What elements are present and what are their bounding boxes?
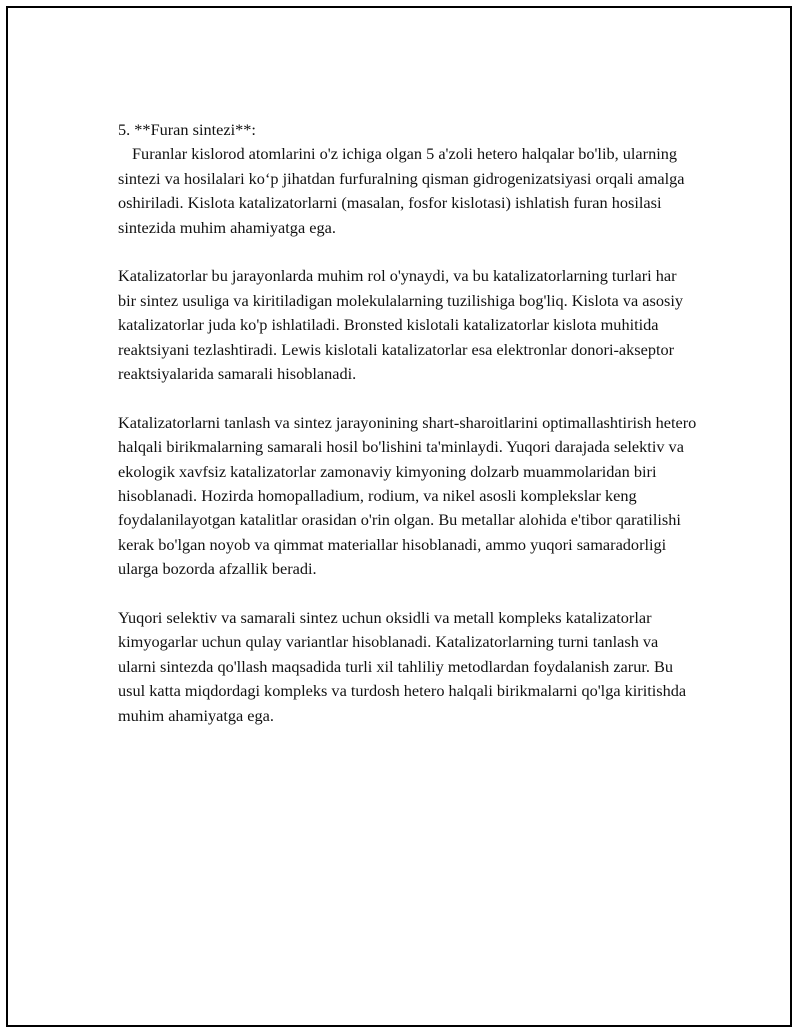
- paragraph-catalyst-selection: Katalizatorlarni tanlash va sintez jarayonining shart-sharoitlarini optimallashtirish hetero halqali birikmalarning samarali hosil bo'lishini ta'minlaydi. Yuqori darajada selektiv va ekologik xavfsiz katalizatorlar zamonaviy kimyoning dolzarb muammolaridan biri hisoblanadi. Hozirda homopalladium, rodium, va nikel asosli komplekslar keng foydalanilayotgan katalitlar orasidan o'rin olgan. Bu metallar alohida e'tibor qaratilishi kerak bo'lgan noyob va qimmat materiallar hisoblanadi, ammo yuqori samaradorligi ularga bozorda afzallik beradi.: [118, 412, 697, 579]
- paragraph-gap: [118, 386, 698, 410]
- paragraph-conclusion: Yuqori selektiv va samarali sintez uchun oksidli va metall kompleks katalizatorlar kimyogarlar uchun qulay variantlar hisoblanadi. Katalizatorlarning turni tanlash va ularni sintezda qo'llash maqsadida turli xil tahliliy metodlardan foydalanish zarur. Bu usul katta miqdordagi kompleks va turdosh hetero halqali birikmalarni qo'lga kiritishda muhim ahamiyatga ega.: [118, 608, 687, 725]
- paragraph-gap: [118, 582, 698, 606]
- paragraph-catalyst-role: Katalizatorlar bu jarayonlarda muhim rol o'ynaydi, va bu katalizatorlarning turlari har bir sintez usuliga va kiritiladigan molekulalarning tuzilishiga bog'liq. Kislota va asosiy katalizatorlar juda ko'p ishlatiladi. Bronsted kislotali katalizatorlar kislota muhitida reaktsiyani tezlashtiradi. Lewis kislotali katalizatorlar esa elektronlar donori-akseptor reaktsiyalarida samarali hisoblanadi.: [118, 266, 683, 384]
- paragraph-furan-intro: Furanlar kislorod atomlarini o'z ichiga olgan 5 a'zoli hetero halqalar bo'lib, ularning sintezi va hosilalari ko‘p jihatdan furfuralning qisman gidrogenizatsiyasi orqali amalga oshiriladi. Kislota katalizatorlarni (masalan, fosfor kislotasi) ishlatish furan hosilasi sintezida muhim ahamiyatga ega.: [118, 144, 685, 237]
- section-heading: 5. **Furan sintezi**:: [118, 120, 256, 139]
- paragraph-gap: [118, 240, 698, 264]
- document-body: [118, 118, 698, 728]
